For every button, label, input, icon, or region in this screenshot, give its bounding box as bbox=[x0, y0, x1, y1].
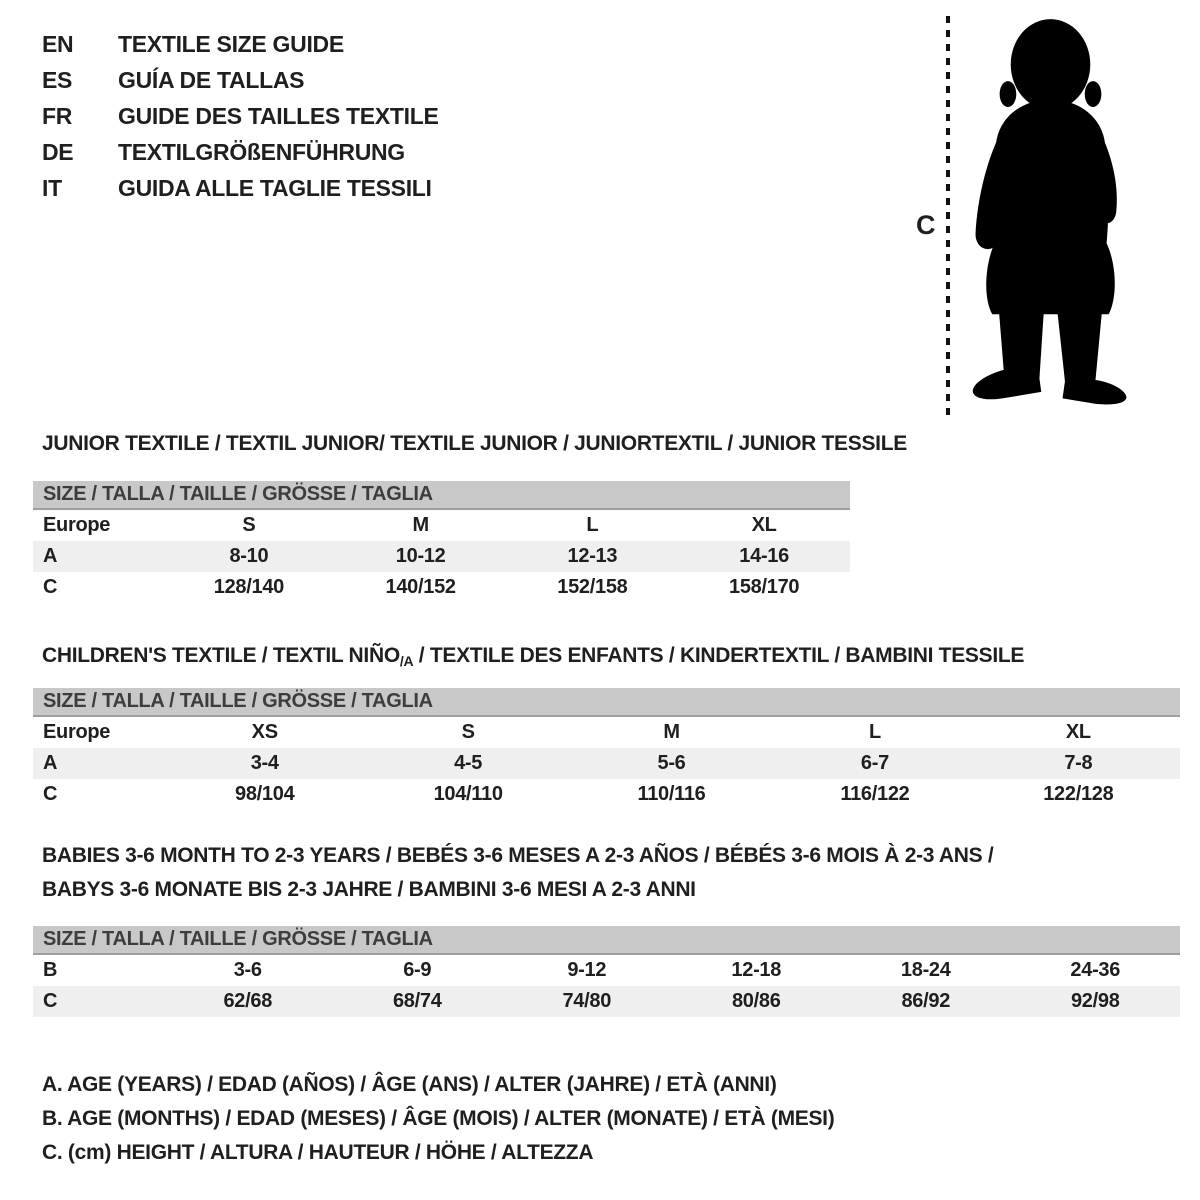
table-cell: 24-36 bbox=[1070, 959, 1121, 981]
guide-title: GUIDA ALLE TAGLIE TESSILI bbox=[118, 174, 432, 201]
legend-line: C. (cm) HEIGHT / ALTURA / HAUTEUR / HÖHE / ALTEZZA bbox=[42, 1141, 594, 1164]
table-cell: 4-5 bbox=[454, 752, 483, 774]
language-code: ES bbox=[42, 66, 73, 93]
table-cell: 140/152 bbox=[385, 576, 456, 598]
children-title-part2: / TEXTILE DES ENFANTS / KINDERTEXTIL / BAMBINI TESSILE bbox=[413, 644, 1025, 667]
height-measure-label: C bbox=[916, 210, 936, 240]
table-cell: 92/98 bbox=[1070, 990, 1120, 1012]
language-code: FR bbox=[42, 102, 73, 129]
table-row bbox=[33, 748, 1180, 779]
table-cell: 110/116 bbox=[637, 783, 706, 805]
table-cell: L bbox=[868, 721, 881, 743]
table-cell: XS bbox=[251, 721, 278, 743]
language-code: DE bbox=[42, 138, 74, 165]
table-row bbox=[33, 986, 1180, 1017]
table-row bbox=[33, 779, 1180, 810]
junior-section-title: JUNIOR TEXTILE / TEXTIL JUNIOR/ TEXTILE JUNIOR / JUNIORTEXTIL / JUNIOR TESSILE bbox=[42, 432, 907, 455]
row-label: A bbox=[43, 545, 58, 567]
language-row bbox=[42, 134, 439, 170]
babies-section-title-line2: BABYS 3-6 MONATE BIS 2-3 JAHRE / BAMBINI 3-6 MESI A 2-3 ANNI bbox=[42, 878, 696, 901]
table-cell: M bbox=[412, 514, 429, 536]
table-cell: 6-7 bbox=[860, 752, 889, 774]
children-title-sub: /A bbox=[399, 653, 414, 669]
legend-line: A. AGE (YEARS) / EDAD (AÑOS) / ÂGE (ANS) / ALTER (JAHRE) / ETÀ (ANNI) bbox=[42, 1073, 777, 1096]
table-cell: 3-4 bbox=[250, 752, 279, 774]
table-cell: 86/92 bbox=[901, 990, 951, 1012]
babies-section-title-line1: BABIES 3-6 MONTH TO 2-3 YEARS / BEBÉS 3-6 MESES A 2-3 AÑOS / BÉBÉS 3-6 MOIS À 2-3 ANS / bbox=[42, 844, 994, 867]
table-cell: 122/128 bbox=[1043, 783, 1114, 805]
row-label: B bbox=[43, 959, 58, 981]
table-cell: 80/86 bbox=[731, 990, 781, 1012]
table-cell: L bbox=[586, 514, 599, 536]
table-row bbox=[33, 541, 850, 572]
table-cell: 104/110 bbox=[433, 783, 503, 805]
table-cell: XL bbox=[751, 514, 777, 536]
toddler-silhouette-icon bbox=[958, 14, 1143, 422]
language-row bbox=[42, 62, 439, 98]
children-table-rows bbox=[33, 717, 1180, 810]
table-cell: 18-24 bbox=[900, 959, 951, 981]
guide-title: GUÍA DE TALLAS bbox=[118, 66, 305, 93]
table-cell: 7-8 bbox=[1064, 752, 1093, 774]
table-cell: XL bbox=[1065, 721, 1091, 743]
children-title-part1: CHILDREN'S TEXTILE / TEXTIL NIÑO bbox=[42, 644, 400, 667]
table-cell: 74/80 bbox=[562, 990, 612, 1012]
table-cell: M bbox=[663, 721, 680, 743]
size-header-bar: SIZE / TALLA / TAILLE / GRÖSSE / TAGLIA bbox=[33, 481, 850, 510]
table-cell: 14-16 bbox=[739, 545, 789, 567]
row-label: C bbox=[43, 783, 58, 805]
table-cell: 6-9 bbox=[403, 959, 432, 981]
table-cell: 68/74 bbox=[392, 990, 442, 1012]
row-label: A bbox=[43, 752, 58, 774]
language-title-list bbox=[42, 26, 439, 206]
table-cell: 128/140 bbox=[213, 576, 284, 598]
measurement-legend bbox=[42, 1068, 834, 1170]
junior-table-rows bbox=[33, 510, 850, 603]
table-cell: 98/104 bbox=[235, 783, 295, 805]
guide-title: GUIDE DES TAILLES TEXTILE bbox=[118, 102, 439, 129]
row-label: Europe bbox=[43, 514, 111, 536]
guide-title: TEXTILE SIZE GUIDE bbox=[118, 30, 344, 57]
language-row bbox=[42, 170, 439, 206]
table-cell: 62/68 bbox=[223, 990, 273, 1012]
height-measure-line bbox=[944, 16, 952, 418]
table-cell: 152/158 bbox=[557, 576, 628, 598]
language-row bbox=[42, 26, 439, 62]
table-row bbox=[33, 955, 1180, 986]
row-label: C bbox=[43, 576, 58, 598]
children-section-title bbox=[42, 644, 1024, 669]
table-cell: S bbox=[242, 514, 256, 536]
table-cell: 12-13 bbox=[567, 545, 618, 567]
table-cell: 5-6 bbox=[657, 752, 686, 774]
table-cell: 116/122 bbox=[840, 783, 910, 805]
table-cell: 8-10 bbox=[229, 545, 269, 567]
language-code: EN bbox=[42, 30, 74, 57]
children-size-table bbox=[33, 688, 1180, 810]
babies-table-rows bbox=[33, 955, 1180, 1017]
guide-title: TEXTILGRÖßENFÜHRUNG bbox=[118, 138, 405, 165]
row-label: Europe bbox=[43, 721, 111, 743]
size-header-bar: SIZE / TALLA / TAILLE / GRÖSSE / TAGLIA bbox=[33, 926, 1180, 955]
size-header-bar: SIZE / TALLA / TAILLE / GRÖSSE / TAGLIA bbox=[33, 688, 1180, 717]
table-cell: 3-6 bbox=[233, 959, 262, 981]
table-cell: 158/170 bbox=[729, 576, 800, 598]
babies-size-table bbox=[33, 926, 1180, 1017]
row-label: C bbox=[43, 990, 58, 1012]
table-cell: 12-18 bbox=[731, 959, 782, 981]
language-row bbox=[42, 98, 439, 134]
table-row bbox=[33, 572, 850, 603]
table-row bbox=[33, 510, 850, 541]
table-cell: 10-12 bbox=[395, 545, 446, 567]
legend-line: B. AGE (MONTHS) / EDAD (MESES) / ÂGE (MOIS) / ALTER (MONATE) / ETÀ (MESI) bbox=[42, 1107, 835, 1130]
table-cell: S bbox=[461, 721, 475, 743]
junior-size-table bbox=[33, 481, 850, 603]
table-cell: 9-12 bbox=[567, 959, 607, 981]
language-code: IT bbox=[42, 174, 62, 201]
table-row bbox=[33, 717, 1180, 748]
